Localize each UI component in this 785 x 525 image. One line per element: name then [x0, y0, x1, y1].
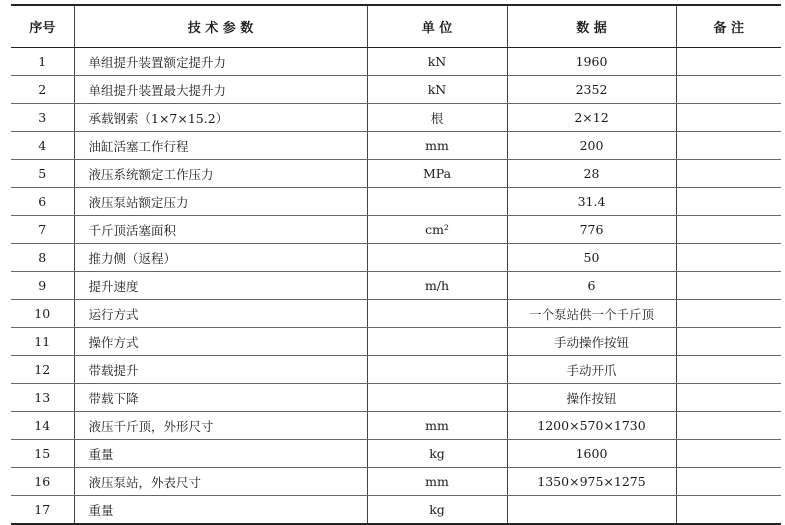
row-data: 6 — [507, 272, 676, 300]
row-param: 单组提升装置最大提升力 — [74, 76, 367, 104]
table-row — [11, 300, 781, 328]
row-note — [676, 328, 781, 356]
row-data: 手动操作按钮 — [507, 328, 676, 356]
row-param: 推力侧（返程） — [74, 244, 367, 272]
row-note — [676, 356, 781, 384]
row-note — [676, 300, 781, 328]
table-row — [11, 76, 781, 104]
row-data: 一个泵站供一个千斤顶 — [507, 300, 676, 328]
row-unit: kN — [367, 76, 507, 104]
row-data: 776 — [507, 216, 676, 244]
row-note — [676, 272, 781, 300]
table-row — [11, 160, 781, 188]
table-row — [11, 440, 781, 468]
row-unit: cm² — [367, 216, 507, 244]
row-data: 200 — [507, 132, 676, 160]
row-data: 31.4 — [507, 188, 676, 216]
row-note — [676, 132, 781, 160]
table-row — [11, 244, 781, 272]
row-no: 16 — [11, 468, 74, 496]
row-note — [676, 440, 781, 468]
row-no: 10 — [11, 300, 74, 328]
row-note — [676, 104, 781, 132]
table-row — [11, 216, 781, 244]
row-unit: MPa — [367, 160, 507, 188]
row-unit — [367, 244, 507, 272]
row-no: 11 — [11, 328, 74, 356]
row-data: 1600 — [507, 440, 676, 468]
table-row — [11, 132, 781, 160]
row-param: 液压千斤顶，外形尺寸 — [74, 412, 367, 440]
row-data: 1200×570×1730 — [507, 412, 676, 440]
row-unit: kg — [367, 496, 507, 525]
row-unit: mm — [367, 468, 507, 496]
row-note — [676, 160, 781, 188]
row-data: 1960 — [507, 48, 676, 76]
row-data: 手动开爪 — [507, 356, 676, 384]
row-note — [676, 76, 781, 104]
header-param: 技 术 参 数 — [74, 5, 367, 48]
row-param: 液压泵站，外表尺寸 — [74, 468, 367, 496]
spec-table-container — [11, 4, 781, 520]
header-no: 序号 — [11, 5, 74, 48]
row-unit — [367, 188, 507, 216]
row-param: 油缸活塞工作行程 — [74, 132, 367, 160]
row-unit — [367, 300, 507, 328]
table-row — [11, 188, 781, 216]
row-unit: m/h — [367, 272, 507, 300]
header-unit: 单 位 — [367, 5, 507, 48]
table-row — [11, 384, 781, 412]
row-unit — [367, 328, 507, 356]
row-param: 带载下降 — [74, 384, 367, 412]
table-row — [11, 356, 781, 384]
row-param: 提升速度 — [74, 272, 367, 300]
row-param: 千斤顶活塞面积 — [74, 216, 367, 244]
row-no: 13 — [11, 384, 74, 412]
row-unit — [367, 384, 507, 412]
table-row — [11, 412, 781, 440]
row-param: 单组提升装置额定提升力 — [74, 48, 367, 76]
row-data: 50 — [507, 244, 676, 272]
table-row — [11, 328, 781, 356]
row-param: 带载提升 — [74, 356, 367, 384]
row-data: 1350×975×1275 — [507, 468, 676, 496]
table-row — [11, 272, 781, 300]
row-no: 7 — [11, 216, 74, 244]
table-row — [11, 48, 781, 76]
row-note — [676, 412, 781, 440]
row-note — [676, 48, 781, 76]
row-param: 运行方式 — [74, 300, 367, 328]
row-data: 2×12 — [507, 104, 676, 132]
row-data: 28 — [507, 160, 676, 188]
row-param: 重量 — [74, 440, 367, 468]
row-no: 14 — [11, 412, 74, 440]
row-note — [676, 188, 781, 216]
technical-parameters-table — [11, 4, 781, 525]
row-no: 5 — [11, 160, 74, 188]
row-param: 液压系统额定工作压力 — [74, 160, 367, 188]
row-no: 4 — [11, 132, 74, 160]
row-no: 3 — [11, 104, 74, 132]
table-row — [11, 104, 781, 132]
row-note — [676, 496, 781, 525]
row-note — [676, 384, 781, 412]
row-unit: mm — [367, 412, 507, 440]
row-data: 2352 — [507, 76, 676, 104]
header-data: 数 据 — [507, 5, 676, 48]
row-no: 1 — [11, 48, 74, 76]
row-unit — [367, 356, 507, 384]
row-param: 液压泵站额定压力 — [74, 188, 367, 216]
row-no: 2 — [11, 76, 74, 104]
row-unit: mm — [367, 132, 507, 160]
row-unit: kg — [367, 440, 507, 468]
header-note: 备 注 — [676, 5, 781, 48]
row-param: 操作方式 — [74, 328, 367, 356]
row-no: 12 — [11, 356, 74, 384]
row-unit: 根 — [367, 104, 507, 132]
row-data — [507, 496, 676, 525]
row-param: 承载钢索（1×7×15.2） — [74, 104, 367, 132]
table-row — [11, 496, 781, 525]
row-param: 重量 — [74, 496, 367, 525]
row-unit: kN — [367, 48, 507, 76]
row-no: 6 — [11, 188, 74, 216]
table-row — [11, 468, 781, 496]
row-note — [676, 468, 781, 496]
row-no: 8 — [11, 244, 74, 272]
row-no: 9 — [11, 272, 74, 300]
row-note — [676, 244, 781, 272]
table-header-row — [11, 5, 781, 48]
row-data: 操作按钮 — [507, 384, 676, 412]
row-no: 17 — [11, 496, 74, 525]
row-note — [676, 216, 781, 244]
row-no: 15 — [11, 440, 74, 468]
